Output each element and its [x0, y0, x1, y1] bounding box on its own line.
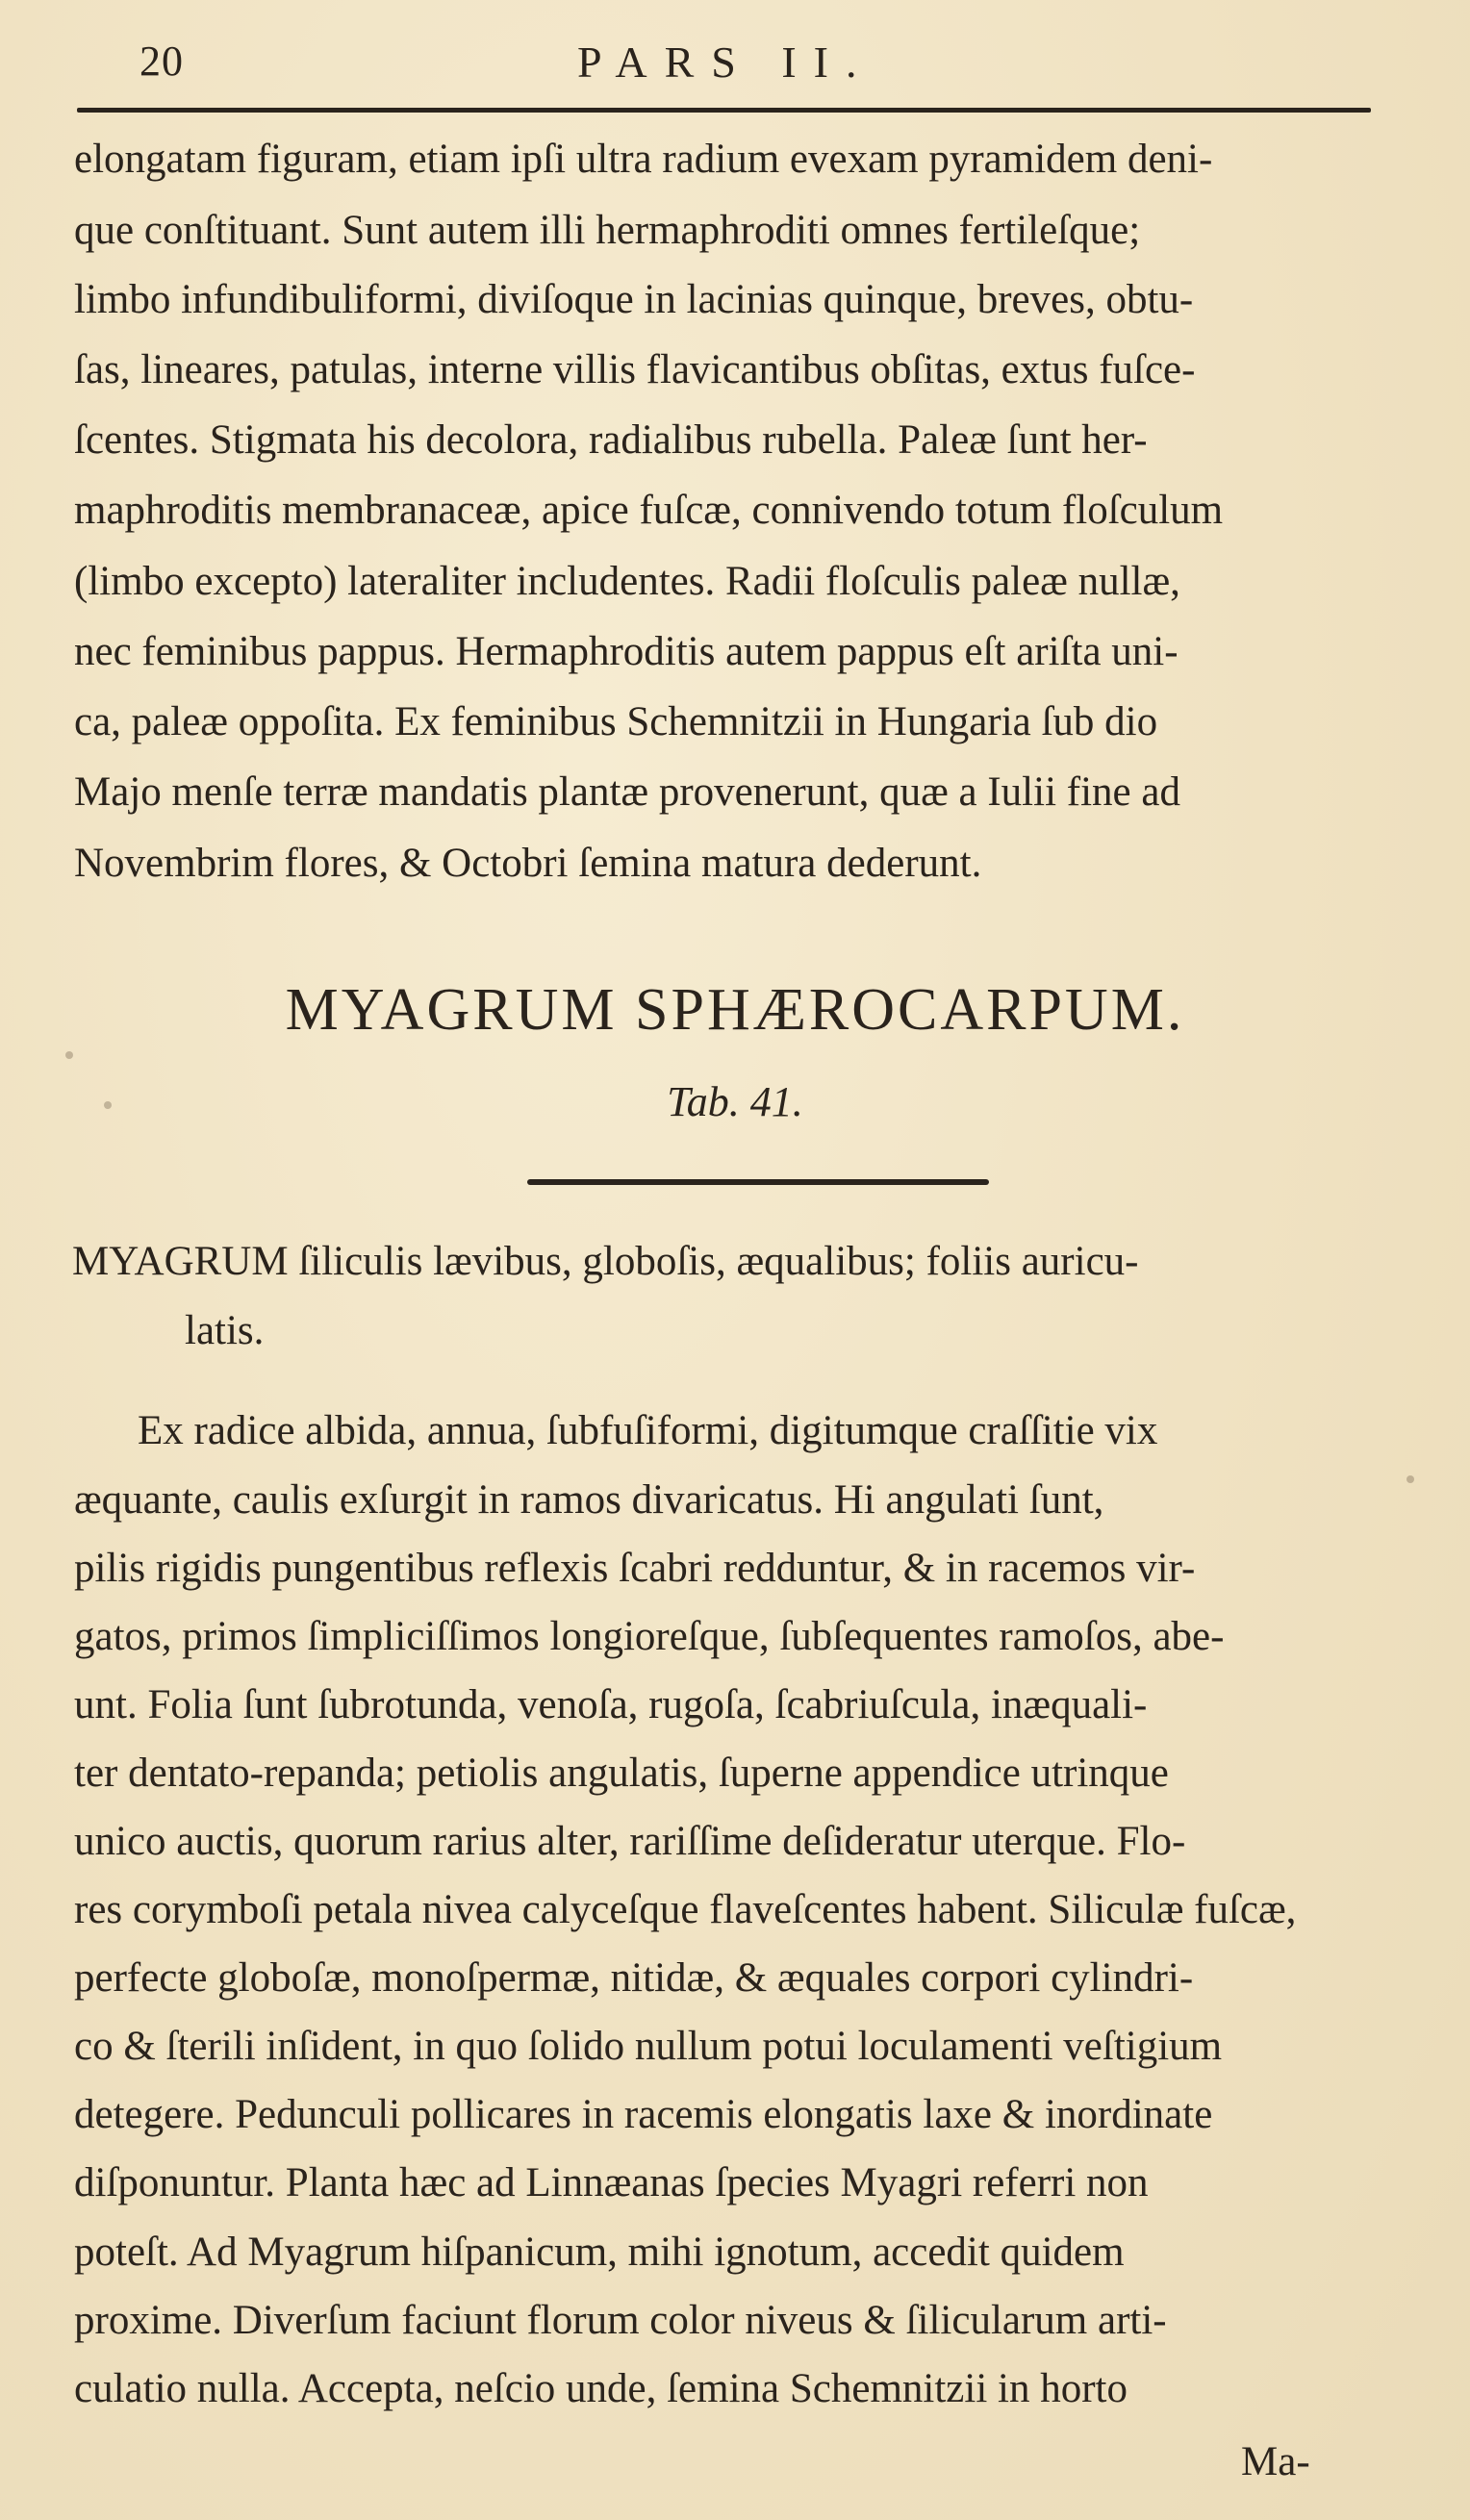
page-header	[139, 37, 1371, 94]
text-line: que conſtituant. Sunt autem illi hermaphroditi omnes fertileſque;	[74, 208, 1141, 253]
text-line: proxime. Diverſum faciunt florum color niveus & ſilicularum arti-	[74, 2298, 1167, 2343]
text-line: (limbo excepto) lateraliter includentes. Radii floſculis paleæ nullæ,	[74, 559, 1180, 604]
text-line: æquante, caulis exſurgit in ramos divaricatus. Hi angulati ſunt,	[74, 1477, 1104, 1523]
text-line: maphroditis membranaceæ, apice fuſcæ, connivendo totum floſculum	[74, 488, 1224, 533]
text-line: co & ſterili inſident, in quo ſolido nullum potui loculamenti veſtigium	[74, 2024, 1223, 2069]
text-line: nec feminibus pappus. Hermaphroditis autem pappus eſt ariſta uni-	[74, 629, 1179, 674]
text-line: limbo infundibuliformi, diviſoque in lacinias quinque, breves, obtu-	[74, 277, 1194, 322]
text-line: unico auctis, quorum rarius alter, rariſſime deſideratur uterque. Flo-	[74, 1819, 1186, 1864]
text-line: res corymboſi petala nivea calyceſque flaveſcentes habent. Siliculæ fuſcæ,	[74, 1887, 1297, 1932]
diagnosis-line: latis.	[185, 1308, 265, 1353]
catchword: Ma-	[1241, 2439, 1310, 2484]
text-line: culatio nulla. Accepta, neſcio unde, ſemina Schemnitzii in horto	[74, 2366, 1128, 2411]
text-line: ſcentes. Stigmata his decolora, radialibus rubella. Paleæ ſunt her-	[74, 417, 1148, 463]
text-line: poteſt. Ad Myagrum hiſpanicum, mihi ignotum, accedit quidem	[74, 2230, 1125, 2275]
paper-speck	[65, 1051, 73, 1059]
text-line: ter dentato-repanda; petiolis angulatis, ſuperne appendice utrinque	[74, 1751, 1169, 1796]
text-line: diſponuntur. Planta hæc ad Linnæanas ſpecies Myagri referri non	[74, 2160, 1149, 2205]
text-line: ſas, lineares, patulas, interne villis flavicantibus obſitas, extus fuſce-	[74, 347, 1196, 392]
paper-speck	[104, 1101, 112, 1109]
text-line: Ex radice albida, annua, ſubfuſiformi, digitumque craſſitie vix	[138, 1408, 1158, 1453]
title-rule	[527, 1179, 989, 1185]
text-line: perfecte globoſæ, monoſpermæ, nitidæ, & æquales corpori cylindri-	[74, 1955, 1194, 2001]
header-rule	[77, 108, 1371, 113]
page-number: 20	[139, 38, 184, 85]
text-line: pilis rigidis pungentibus reflexis ſcabri redduntur, & in racemos vir-	[74, 1546, 1196, 1591]
text-line: gatos, primos ſimpliciſſimos longioreſque, ſubſequentes ramoſos, abe-	[74, 1614, 1225, 1659]
paper-speck	[1407, 1475, 1414, 1483]
text-line: unt. Folia ſunt ſubrotunda, venoſa, rugoſa, ſcabriuſcula, inæquali-	[74, 1682, 1148, 1727]
text-line: elongatam figuram, etiam ipſi ultra radium evexam pyramidem deni-	[74, 137, 1213, 182]
plate-reference: Tab. 41.	[667, 1078, 803, 1125]
species-title: MYAGRUM SPHÆROCARPUM.	[285, 977, 1185, 1043]
text-line: detegere. Pedunculi pollicares in racemis elongatis laxe & inordinate	[74, 2092, 1213, 2137]
diagnosis-line: MYAGRUM ſiliculis lævibus, globoſis, æqualibus; foliis auricu-	[72, 1239, 1139, 1284]
text-line: Majo menſe terræ mandatis plantæ provenerunt, quæ a Iulii fine ad	[74, 769, 1180, 815]
running-head: PARS II.	[577, 38, 874, 87]
text-line: ca, paleæ oppoſita. Ex feminibus Schemnitzii in Hungaria ſub dio	[74, 699, 1158, 744]
text-line: Novembrim flores, & Octobri ſemina matura dederunt.	[74, 841, 982, 886]
